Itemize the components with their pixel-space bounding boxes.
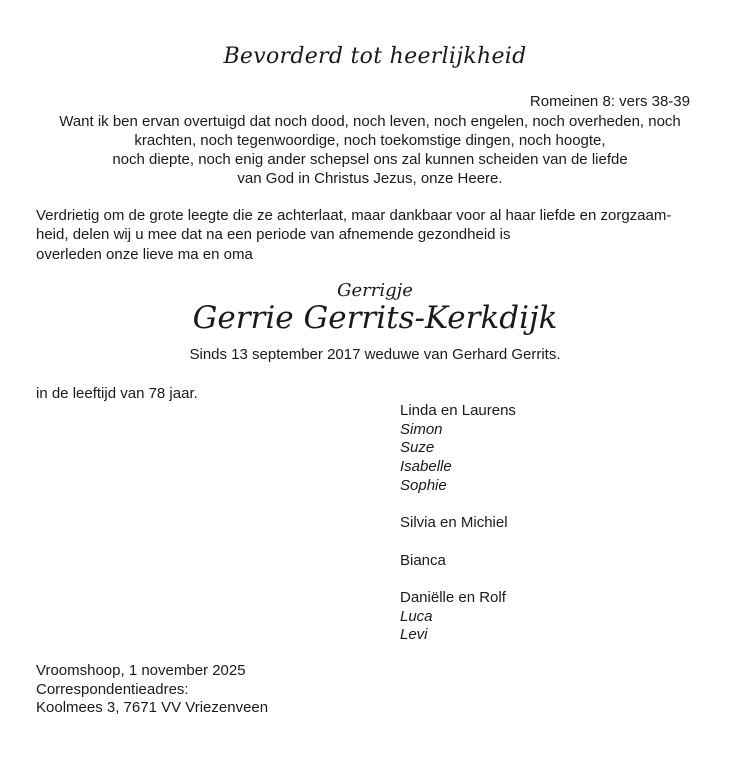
correspondence-label: Correspondentieadres: — [36, 680, 189, 698]
family-list — [400, 402, 516, 645]
verse-line: krachten, noch tegenwoordige, noch toekomstige dingen, noch hoogte, — [134, 132, 606, 149]
family-child: Sophie — [400, 476, 447, 494]
family-child: Isabelle — [400, 458, 452, 476]
family-group — [400, 589, 516, 645]
announcement-line: Verdrietig om de grote leegte die ze achterlaat, maar dankbaar voor al haar liefde en zorgzaam- — [36, 207, 672, 224]
heading: Bevorderd tot heerlijkheid — [223, 44, 527, 69]
announcement-last-line: overleden onze lieve ma en oma — [36, 246, 253, 263]
family-child: Suze — [400, 439, 435, 457]
family-group — [400, 402, 516, 496]
verse-line: Want ik ben ervan overtuigd dat noch dood, noch leven, noch engelen, noch overheden, noch — [59, 113, 681, 130]
announcement-line: heid, delen wij u mee dat na een periode van afnemende gezondheid is — [36, 226, 511, 243]
family-parents: Silvia en Michiel — [400, 514, 508, 532]
family-group — [400, 514, 516, 533]
family-child: Levi — [400, 626, 428, 644]
family-parents: Linda en Laurens — [400, 402, 516, 419]
family-parents: Bianca — [400, 551, 446, 569]
correspondence-address: Koolmees 3, 7671 VV Vriezenveen — [36, 699, 269, 716]
place-date: Vroomshoop, 1 november 2025 — [36, 662, 246, 679]
family-child: Luca — [400, 607, 433, 625]
widow-line: Sinds 13 september 2017 weduwe van Gerhard Gerrits. — [189, 346, 561, 363]
verse-line: van God in Christus Jezus, onze Heere. — [237, 170, 503, 187]
announcement-text — [36, 206, 716, 244]
age-line: in de leeftijd van 78 jaar. — [36, 385, 198, 402]
deceased-name: Gerrie Gerrits-Kerkdijk — [192, 300, 558, 336]
family-parents: Daniëlle en Rolf — [400, 588, 506, 606]
nickname: Gerrigje — [337, 280, 413, 301]
family-child: Simon — [400, 420, 443, 438]
verse-line: noch diepte, noch enig ander schepsel ons zal kunnen scheiden van de liefde — [112, 151, 628, 168]
verse-reference: Romeinen 8: vers 38-39 — [529, 93, 690, 110]
verse-text — [0, 112, 740, 188]
footer — [36, 662, 268, 718]
family-group — [400, 552, 516, 571]
